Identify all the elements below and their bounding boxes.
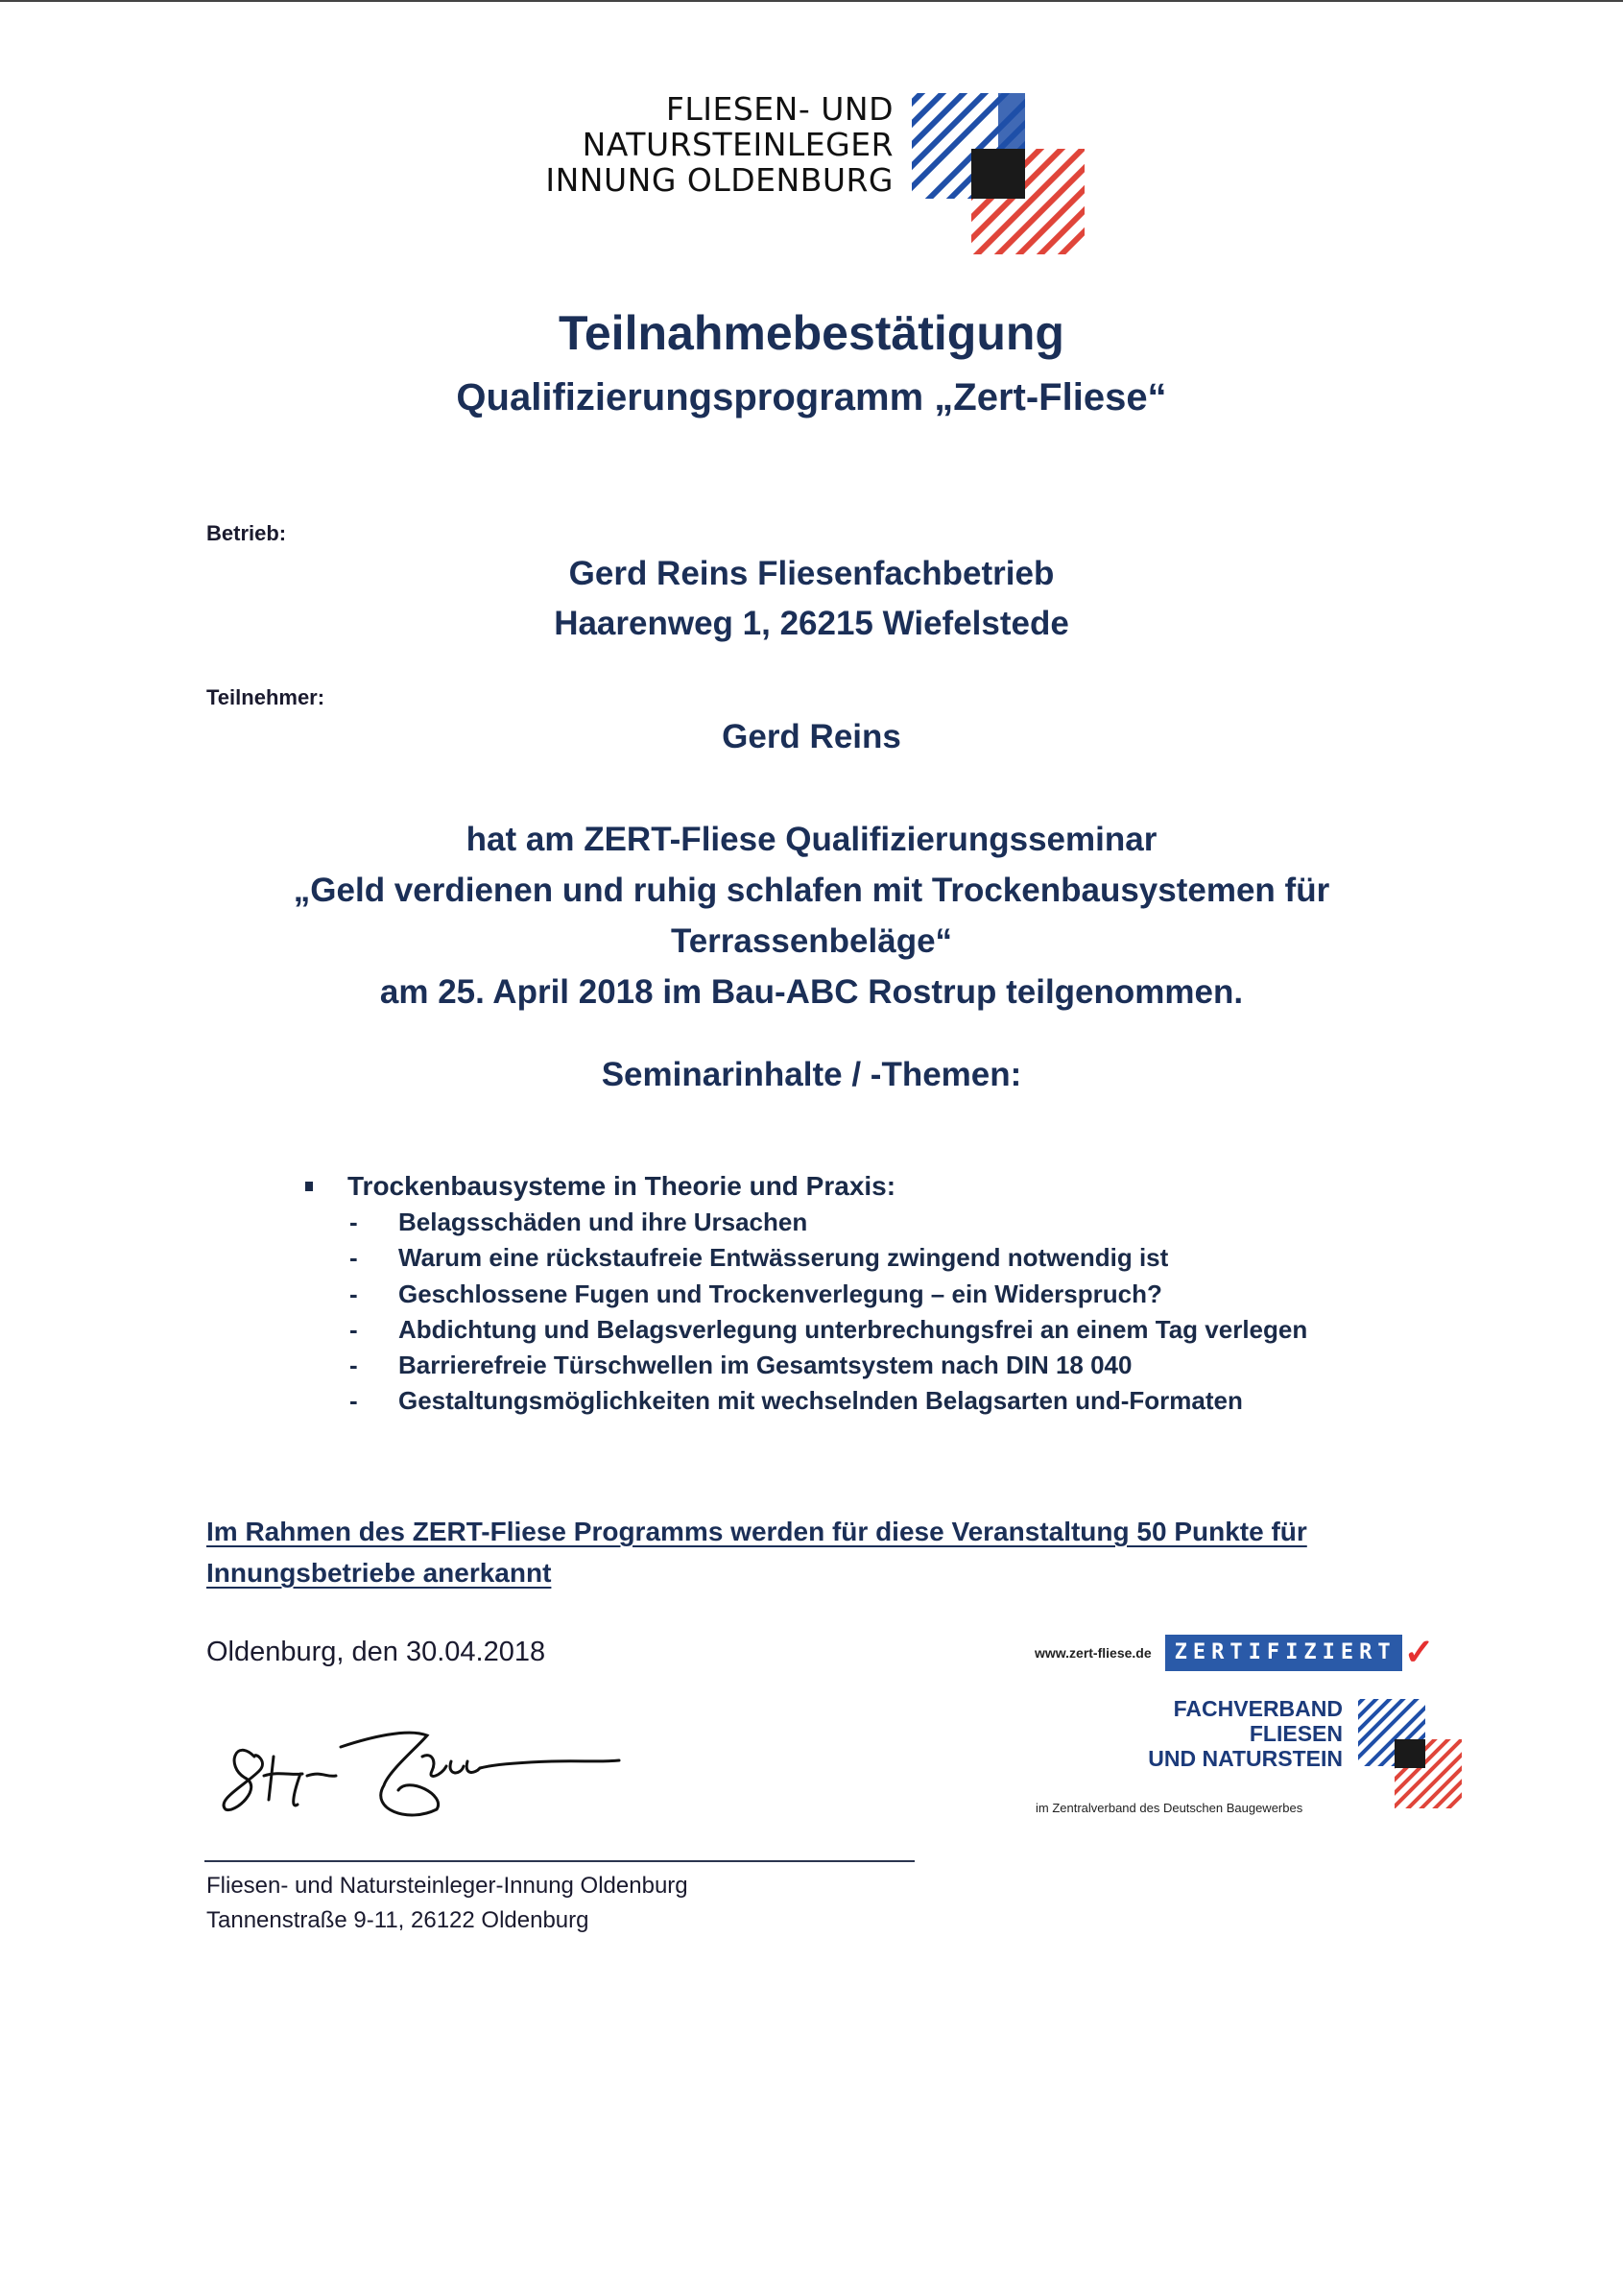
fv-line: FACHVERBAND	[1173, 1696, 1343, 1721]
certification-row	[1035, 1635, 1434, 1671]
company-name: Gerd Reins Fliesenfachbetrieb	[568, 555, 1055, 592]
zdb-affiliation: im Zentralverband des Deutschen Baugewerbes	[1036, 1801, 1303, 1815]
topic-sub-row	[349, 1351, 1132, 1380]
footer-org: Fliesen- und Natursteinleger-Innung Oldenburg	[206, 1873, 688, 1899]
points-notice-line: Im Rahmen des ZERT-Fliese Programms werden für diese Veranstaltung 50 Punkte für	[206, 1517, 1307, 1546]
innung-logo-text	[545, 91, 894, 198]
topic-main-row	[305, 1171, 895, 1202]
logo-line: FLIESEN- UND	[665, 90, 894, 128]
points-notice-line: Innungsbetriebe anerkannt	[206, 1558, 552, 1588]
dash-marker: -	[349, 1243, 358, 1272]
topic-sub-item: Barrierefreie Türschwellen im Gesamtsystem nach DIN 18 040	[398, 1351, 1133, 1379]
topic-main-item: Trockenbausysteme in Theorie und Praxis:	[347, 1171, 896, 1201]
topic-sub-item: Warum eine rückstaufreie Entwässerung zwingend notwendig ist	[398, 1243, 1169, 1272]
topic-sub-item: Abdichtung und Belagsverlegung unterbrechungsfrei an einem Tag verlegen	[398, 1315, 1308, 1344]
website-link[interactable]: www.zert-fliese.de	[1035, 1645, 1152, 1661]
dash-marker: -	[349, 1315, 358, 1344]
topic-sub-row	[349, 1280, 1162, 1309]
topic-sub-item: Gestaltungsmöglichkeiten mit wechselnden Belagsarten und-Formaten	[398, 1386, 1243, 1415]
topics-heading: Seminarinhalte / -Themen:	[601, 1056, 1022, 1093]
topic-sub-row	[349, 1386, 1243, 1416]
fv-line: UND NATURSTEIN	[1148, 1746, 1343, 1771]
scan-border	[0, 0, 1623, 2]
document-subtitle: Qualifizierungsprogramm „Zert-Fliese“	[456, 376, 1167, 419]
logo-line: INNUNG OLDENBURG	[545, 161, 894, 199]
checkmark-icon: ✓	[1403, 1633, 1435, 1673]
tile-logo-icon	[912, 93, 1094, 256]
seminar-title-line: „Geld verdienen und ruhig schlafen mit Trockenbausystemen für	[293, 872, 1330, 909]
bullet-icon	[305, 1182, 313, 1191]
dash-marker: -	[349, 1208, 358, 1236]
logo-line: NATURSTEINLEGER	[582, 126, 894, 163]
company-address: Haarenweg 1, 26215 Wiefelstede	[554, 605, 1069, 642]
seminar-title-line: Terrassenbeläge“	[670, 922, 953, 960]
place-date: Oldenburg, den 30.04.2018	[206, 1637, 546, 1667]
dash-marker: -	[349, 1386, 358, 1415]
fachverband-logo-text	[1148, 1696, 1343, 1771]
dash-marker: -	[349, 1351, 358, 1379]
signature-line	[204, 1860, 915, 1862]
company-label: Betrieb:	[206, 521, 287, 545]
topic-sub-row	[349, 1243, 1168, 1273]
dash-marker: -	[349, 1280, 358, 1308]
document-title: Teilnahmebestätigung	[559, 306, 1064, 360]
fv-line: FLIESEN	[1249, 1721, 1343, 1746]
statement-line: hat am ZERT-Fliese Qualifizierungsseminar	[465, 821, 1158, 858]
signature	[216, 1718, 648, 1833]
topic-sub-row	[349, 1208, 807, 1237]
statement-date-line: am 25. April 2018 im Bau-ABC Rostrup teilgenommen.	[379, 973, 1244, 1011]
topic-sub-item: Belagsschäden und ihre Ursachen	[398, 1208, 808, 1236]
footer-address: Tannenstraße 9-11, 26122 Oldenburg	[206, 1907, 589, 1933]
participant-label: Teilnehmer:	[206, 685, 325, 709]
participant-name: Gerd Reins	[722, 718, 901, 755]
tile-logo-icon	[1358, 1699, 1464, 1814]
topic-sub-row	[349, 1315, 1307, 1345]
zertifiziert-badge: ZERTIFIZIERT	[1165, 1635, 1402, 1671]
topic-sub-item: Geschlossene Fugen und Trockenverlegung – ein Widerspruch?	[398, 1280, 1162, 1308]
